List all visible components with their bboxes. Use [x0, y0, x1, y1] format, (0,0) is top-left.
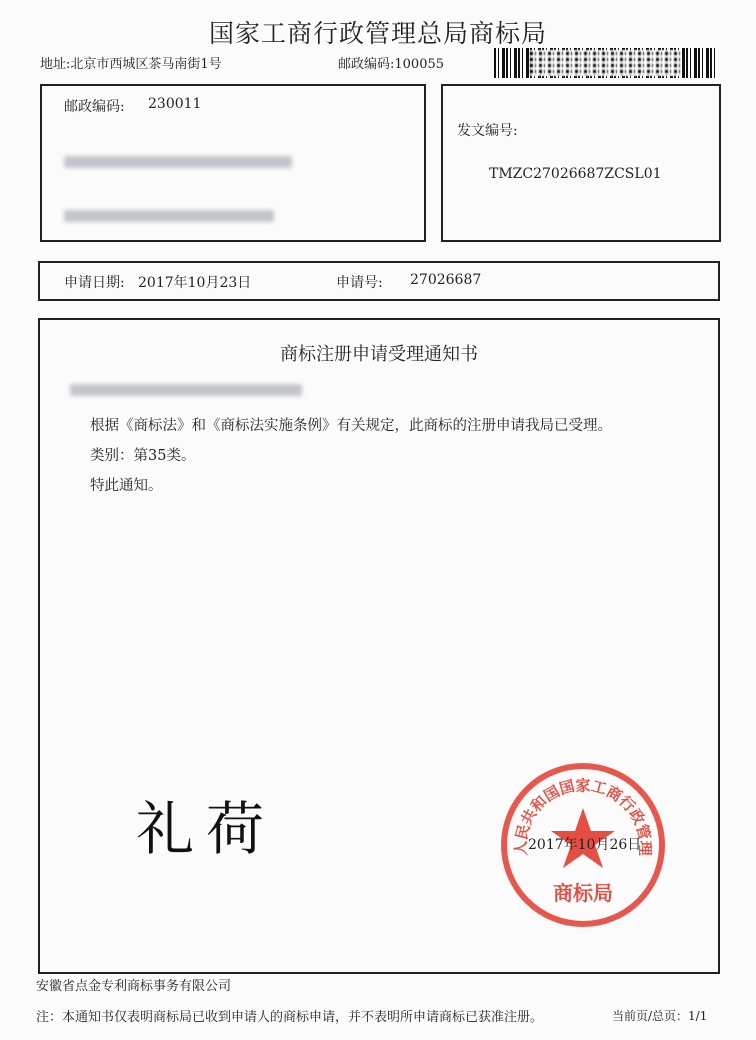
barcode: [494, 48, 718, 78]
seal-date: 2017年10月26日: [528, 837, 642, 853]
office-address: 地址:北京市西城区茶马南街1号: [40, 57, 222, 72]
application-date-value: 2017年10月23日: [138, 275, 252, 291]
office-postcode: 邮政编码:100055: [338, 57, 445, 72]
recipient-postcode-value: 230011: [148, 96, 202, 112]
application-info-box: [38, 261, 720, 301]
footer-note: 注：本通知书仅表明商标局已收到申请人的商标申请，并不表明所申请商标已获准注册。: [36, 1010, 544, 1025]
redacted-company: [64, 210, 274, 222]
redacted-applicant: [70, 384, 302, 396]
recipient-postcode-label: 邮政编码:: [64, 99, 125, 115]
notice-closing: 特此通知。: [90, 478, 163, 494]
application-date-label: 申请日期:: [64, 275, 125, 291]
seal-center-text: 商标局: [553, 881, 613, 905]
redacted-address: [64, 156, 292, 168]
notice-category: 类别：第35类。: [90, 448, 196, 464]
application-number-value: 27026687: [410, 272, 482, 288]
trademark-name: 礼荷: [136, 795, 277, 863]
notice-heading: 商标注册申请受理通知书: [280, 344, 478, 365]
notice-body: 根据《商标法》和《商标法实施条例》有关规定，此商标的注册申请我局已受理。: [90, 418, 612, 434]
document-number-box: [441, 84, 721, 242]
recipient-box: [40, 84, 426, 242]
document-title: 国家工商行政管理总局商标局: [208, 19, 547, 48]
agency-name: 安徽省点金专利商标事务有限公司: [36, 979, 232, 994]
document-number-label: 发文编号:: [457, 123, 518, 139]
page-indicator: 当前页/总页：1/1: [612, 1009, 708, 1023]
document-number-value: TMZC27026687ZCSL01: [489, 166, 662, 182]
seal-org-text: 人民共和国国家工商行政管理: [511, 776, 655, 856]
application-number-label: 申请号:: [336, 275, 383, 291]
